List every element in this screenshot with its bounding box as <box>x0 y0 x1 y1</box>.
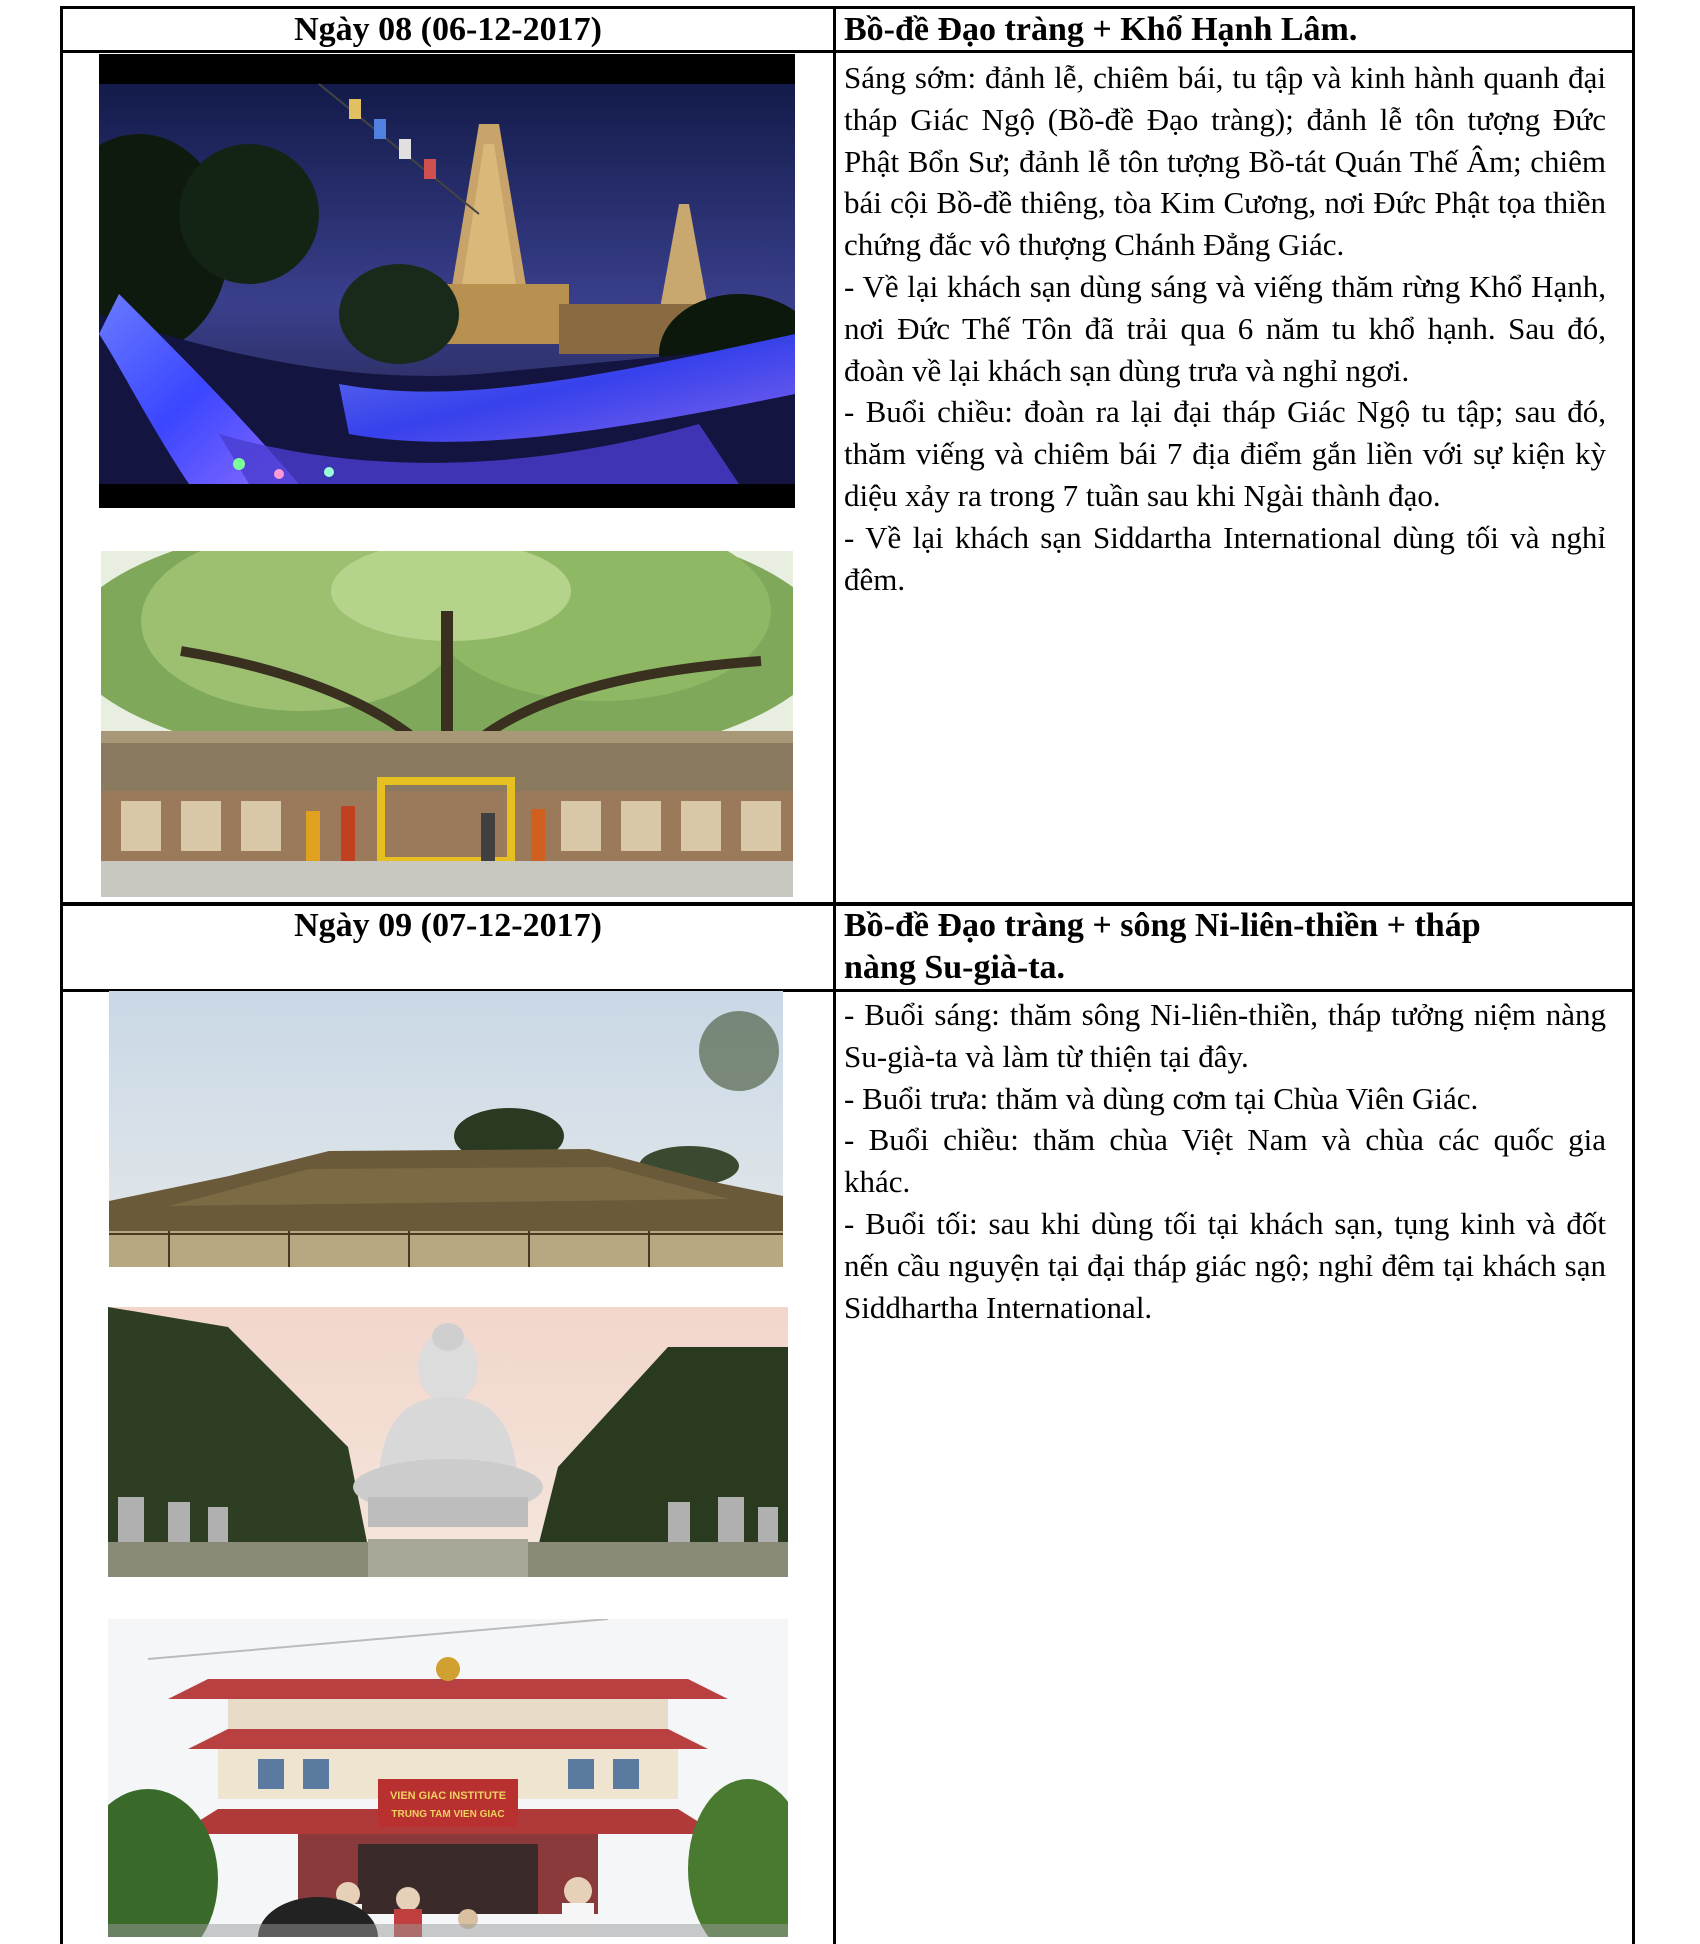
sujata-stupa-photo <box>109 991 783 1267</box>
day09-description <box>844 994 1606 1328</box>
bodhi-tree-photo <box>101 551 793 897</box>
table-border-left <box>60 6 63 1944</box>
day09-paragraph-4: - Buổi tối: sau khi dùng tối tại khách sạn, tụng kinh và đốt nến cầu nguyện tại đại tháp giác ngộ; nghỉ đêm tại khách sạn Siddhartha International. <box>844 1205 1606 1325</box>
mahabodhi-night-photo <box>99 54 795 508</box>
vien-giac-institute-photo <box>108 1619 788 1937</box>
column-divider <box>833 6 836 1944</box>
day08-title: Bồ-đề Đạo tràng + Khổ Hạnh Lâm. <box>844 11 1358 48</box>
day08-description <box>844 57 1606 600</box>
day09-paragraph-1: - Buổi sáng: thăm sông Ni-liên-thiền, tháp tưởng niệm nàng Su-già-ta và làm từ thiện tại đây. <box>844 997 1606 1074</box>
day08-paragraph-1: Sáng sớm: đảnh lễ, chiêm bái, tu tập và kinh hành quanh đại tháp Giác Ngộ (Bồ-đề Đạo tràng); đảnh lễ tôn tượng Đức Phật Bổn Sư; đảnh lễ tôn tượng Bồ-tát Quán Thế Âm; chiêm bái cội Bồ-đề thiêng, tòa Kim Cương, nơi Đức Phật tọa thiền chứng đắc vô thượng Chánh Đẳng Giác. <box>844 60 1606 263</box>
day09-date-label: Ngày 09 (07-12-2017) <box>294 907 602 944</box>
day09-title: Bồ-đề Đạo tràng + sông Ni-liên-thiền + tháp nàng Su-già-ta. <box>844 907 1481 986</box>
table-border-right <box>1632 6 1635 1944</box>
day08-paragraph-4: - Về lại khách sạn Siddartha International dùng tối và nghỉ đêm. <box>844 519 1606 597</box>
day09-paragraph-3: - Buổi chiều: thăm chùa Việt Nam và chùa các quốc gia khác. <box>844 1122 1606 1200</box>
temple-sign-line1: VIEN GIAC INSTITUTE <box>389 1790 507 1802</box>
great-buddha-photo <box>108 1307 788 1577</box>
day08-date-label: Ngày 08 (06-12-2017) <box>294 11 602 48</box>
day08-paragraph-3: - Buổi chiều: đoàn ra lại đại tháp Giác Ngộ tu tập; sau đó, thăm viếng và chiêm bái 7 địa điểm gắn liền với sự kiện kỳ diệu xảy ra trong 7 tuần sau khi Ngài thành đạo. <box>844 394 1606 513</box>
temple-sign-line2: TRUNG TAM VIEN GIAC <box>391 1809 505 1820</box>
day09-paragraph-2: - Buổi trưa: thăm và dùng cơm tại Chùa Viên Giác. <box>844 1080 1479 1116</box>
day08-paragraph-2: - Về lại khách sạn dùng sáng và viếng thăm rừng Khổ Hạnh, nơi Đức Thế Tôn đã trải qua 6 năm tu khổ hạnh. Sau đó, đoàn về lại khách sạn dùng trưa và nghỉ ngơi. <box>844 268 1606 388</box>
